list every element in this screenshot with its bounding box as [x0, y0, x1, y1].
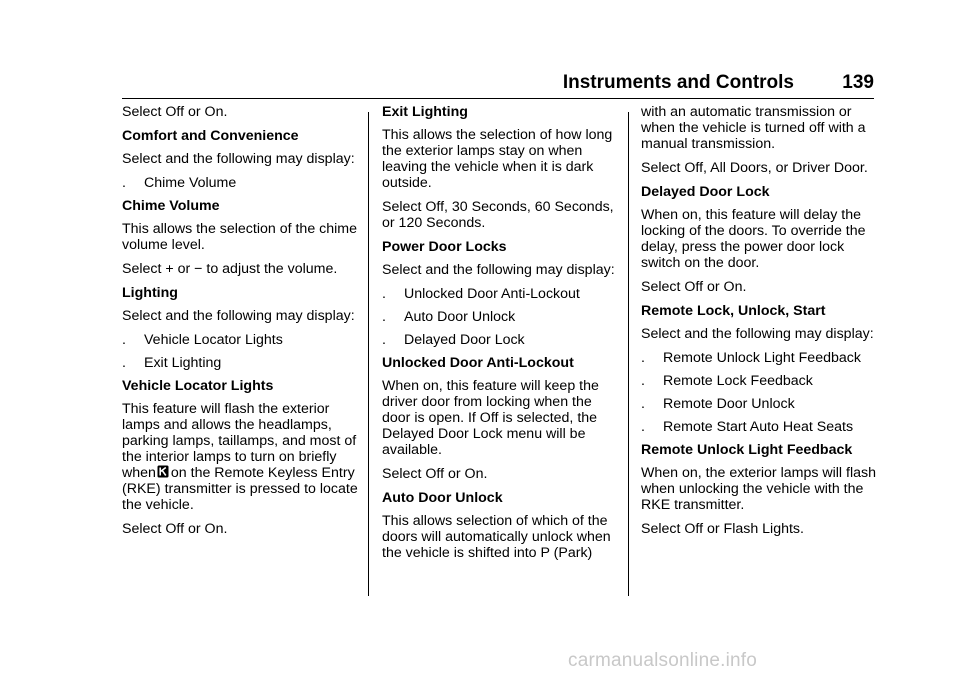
paragraph: Select + or − to adjust the volume. [122, 261, 338, 277]
heading-chime-volume: Chime Volume [122, 198, 220, 214]
paragraph-text: on the Remote Keyless Entry (RKE) transmitter is pressed to locate the vehicle. [122, 465, 358, 513]
paragraph: Select Off, All Doors, or Driver Door. [641, 160, 868, 176]
bullet: . [382, 332, 386, 348]
paragraph: Select and the following may display: [641, 326, 874, 342]
list-item [122, 332, 358, 348]
paragraph: Select and the following may display: [382, 262, 615, 278]
bullet: . [382, 286, 386, 302]
bullet: . [382, 309, 386, 325]
list-item-label: Remote Start Auto Heat Seats [663, 419, 854, 435]
list-item-label: Vehicle Locator Lights [144, 332, 283, 348]
paragraph: When on, this feature will keep the driver door from locking when the door is open. If Off is selected, the Delayed Door Lock menu will be available. [382, 378, 599, 458]
paragraph: Select Off or On. [122, 521, 228, 537]
column-3 [641, 104, 877, 545]
list-item [641, 373, 877, 389]
list-item [641, 396, 877, 412]
list-item-label: Auto Door Unlock [404, 309, 516, 325]
paragraph: Select Off or On. [122, 104, 228, 120]
page-number: 139 [842, 72, 874, 93]
paragraph: Select Off or On. [382, 466, 488, 482]
paragraph: with an automatic transmission or when the vehicle is turned off with a manual transmission. [641, 104, 866, 152]
list-item [382, 309, 618, 325]
bullet: . [641, 373, 645, 389]
heading-unlocked-door-anti-lockout: Unlocked Door Anti-Lockout [382, 355, 574, 371]
list-item [122, 175, 358, 191]
column-divider-2 [628, 112, 629, 596]
bullet: . [641, 419, 645, 435]
list-item-label: Remote Unlock Light Feedback [663, 350, 861, 366]
paragraph: Select Off, 30 Seconds, 60 Seconds, or 120 Seconds. [382, 199, 614, 231]
column-divider-1 [368, 112, 369, 596]
column-1 [122, 104, 358, 545]
heading-auto-door-unlock: Auto Door Unlock [382, 490, 503, 506]
list-item-label: Remote Door Unlock [663, 396, 795, 412]
list-item [382, 332, 618, 348]
paragraph: Select and the following may display: [122, 151, 355, 167]
heading-comfort-convenience: Comfort and Convenience [122, 128, 299, 144]
paragraph: Select Off or On. [641, 279, 747, 295]
heading-remote-lock-unlock-start: Remote Lock, Unlock, Start [641, 303, 826, 319]
paragraph: When on, this feature will delay the locking of the doors. To override the delay, press the power door lock switch on the door. [641, 207, 866, 271]
heading-power-door-locks: Power Door Locks [382, 239, 507, 255]
paragraph: When on, the exterior lamps will flash when unlocking the vehicle with the RKE transmitter. [641, 465, 876, 513]
column-2 [382, 104, 618, 569]
bullet: . [122, 175, 126, 191]
heading-exit-lighting: Exit Lighting [382, 104, 468, 120]
paragraph: This allows selection of which of the doors will automatically unlock when the vehicle is shifted into P (Park) [382, 513, 611, 561]
paragraph: Select Off or Flash Lights. [641, 521, 804, 537]
bullet: . [122, 355, 126, 371]
bullet: . [122, 332, 126, 348]
list-item-label: Chime Volume [144, 175, 237, 191]
list-item [641, 350, 877, 366]
bullet: . [641, 350, 645, 366]
heading-lighting: Lighting [122, 285, 178, 301]
list-item-label: Unlocked Door Anti-Lockout [404, 286, 580, 302]
list-item [641, 419, 877, 435]
list-item-label: Remote Lock Feedback [663, 373, 813, 389]
list-item-label: Delayed Door Lock [404, 332, 525, 348]
paragraph [122, 401, 358, 513]
page-header [122, 70, 874, 99]
list-item-label: Exit Lighting [144, 355, 222, 371]
paragraph: Select and the following may display: [122, 308, 355, 324]
rke-key-icon [157, 465, 169, 478]
paragraph: This allows the selection of the chime volume level. [122, 221, 357, 253]
paragraph-text: This feature will flash the exterior lamps and allows the headlamps, parking lamps, taillamps, and most of the interior lamps to turn on briefly when [122, 401, 357, 481]
watermark: carmanualsonline.info [568, 650, 758, 671]
list-item [382, 286, 618, 302]
heading-delayed-door-lock: Delayed Door Lock [641, 184, 770, 200]
bullet: . [641, 396, 645, 412]
heading-vehicle-locator-lights: Vehicle Locator Lights [122, 378, 274, 394]
list-item [122, 355, 358, 371]
heading-remote-unlock-light-feedback: Remote Unlock Light Feedback [641, 442, 853, 458]
page-section-title: Instruments and Controls [562, 72, 794, 93]
paragraph: This allows the selection of how long the exterior lamps stay on when leaving the vehicle when it is dark outside. [382, 127, 613, 191]
